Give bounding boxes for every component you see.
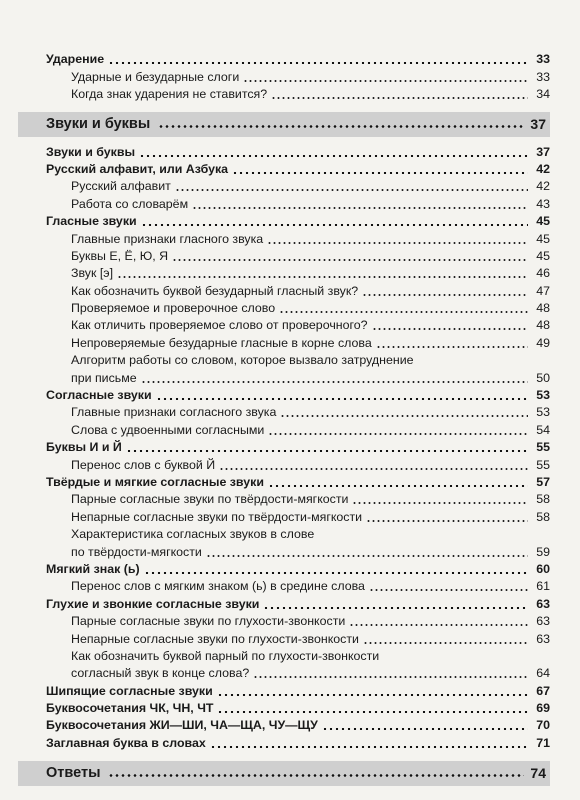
toc-entry-title: Ответы	[46, 764, 101, 781]
toc-entry-title: Непроверяемые безударные гласные в корне слова	[71, 335, 372, 350]
toc-page-number: 46	[536, 266, 550, 281]
toc-entry-title: Когда знак ударения не ставится?	[71, 87, 268, 102]
toc-chapter-entry	[18, 700, 550, 717]
toc-subentry	[18, 508, 550, 525]
dot-leader	[271, 97, 528, 99]
toc-page-number: 48	[536, 318, 550, 333]
dot-leader	[117, 276, 528, 278]
dot-leader	[268, 485, 528, 487]
toc-entry-title: Заглавная буква в словах	[46, 735, 206, 750]
toc-chapter-entry	[18, 439, 550, 456]
toc-chapter-entry	[18, 474, 550, 491]
toc-subentry	[18, 300, 550, 317]
toc-subentry	[18, 648, 550, 665]
toc-entry-title: Звуки и буквы	[46, 144, 136, 159]
toc-page-number: 37	[536, 144, 550, 159]
dot-leader	[280, 415, 528, 417]
toc-page-number: 67	[536, 683, 550, 698]
toc-entry-title: Главные признаки согласного звука	[71, 405, 277, 420]
toc-subentry	[18, 421, 550, 438]
toc-chapter-entry	[18, 213, 550, 230]
toc-subentry	[18, 195, 550, 212]
toc-page-number: 45	[536, 231, 550, 246]
toc-subentry	[18, 665, 550, 682]
toc-page-number: 64	[536, 666, 550, 681]
toc-page-number: 50	[536, 370, 550, 385]
toc-page-number: 45	[536, 214, 550, 229]
toc-page-number: 48	[536, 301, 550, 316]
toc-chapter-entry	[18, 595, 550, 612]
toc-entry-title: Перенос слов с буквой Й	[71, 457, 216, 472]
toc-subentry	[18, 317, 550, 334]
toc-subentry	[18, 334, 550, 351]
toc-page-number: 63	[536, 596, 550, 611]
dot-leader	[267, 242, 528, 244]
section-gap	[18, 752, 550, 757]
toc-entry-title: Согласные звуки	[46, 388, 152, 403]
toc-page-number: 60	[536, 561, 550, 576]
toc-subentry	[18, 491, 550, 508]
toc-page-number: 43	[536, 196, 550, 211]
dot-leader	[243, 80, 528, 82]
dot-leader	[349, 624, 528, 626]
toc-entry-title: Мягкий знак (ь)	[46, 561, 140, 576]
toc-subentry	[18, 578, 550, 595]
toc-page-number: 42	[536, 161, 550, 176]
toc-entry-title: Шипящие согласные звуки	[46, 683, 213, 698]
toc-page-number: 54	[536, 422, 550, 437]
dot-leader	[158, 125, 524, 128]
toc-entry-title: Непарные согласные звуки по твёрдости-мягкости	[71, 509, 363, 524]
section-gap	[18, 790, 550, 792]
dot-leader	[126, 450, 528, 452]
toc-chapter-entry	[18, 387, 550, 404]
toc-subentry	[18, 526, 550, 543]
toc-entry-title: Проверяемое и проверочное слово	[71, 301, 276, 316]
dot-leader	[206, 555, 528, 557]
dot-leader	[232, 172, 528, 174]
toc-page-number: 37	[530, 116, 546, 133]
toc-entry-title: Звуки и буквы	[46, 116, 151, 133]
dot-leader	[172, 259, 528, 261]
dot-leader	[141, 224, 528, 226]
toc-page-number: 47	[536, 283, 550, 298]
toc-page-number: 58	[536, 509, 550, 524]
toc-page-number: 63	[536, 631, 550, 646]
toc-subentry	[18, 68, 550, 85]
toc-entry-title: Гласные звуки	[46, 214, 137, 229]
toc-subentry	[18, 86, 550, 103]
toc-entry-title: Буквосочетания ЧК, ЧН, ЧТ	[46, 701, 214, 716]
toc-section-header	[18, 761, 550, 786]
toc-subentry	[18, 248, 550, 265]
toc-chapter-entry	[18, 51, 550, 68]
toc-page-number: 45	[536, 248, 550, 263]
toc-page-number: 74	[530, 764, 546, 781]
toc-page-number: 70	[536, 718, 550, 733]
toc-chapter-entry	[18, 717, 550, 734]
toc-entry-title: Звук [э]	[71, 266, 114, 281]
dot-leader	[217, 711, 528, 713]
dot-leader	[322, 728, 528, 730]
dot-leader	[363, 642, 528, 644]
toc-subentry	[18, 456, 550, 473]
toc-page-number: 63	[536, 614, 550, 629]
dot-leader	[253, 676, 528, 678]
toc-chapter-entry	[18, 143, 550, 160]
toc-page-number: 53	[536, 405, 550, 420]
toc-page-number: 33	[536, 52, 550, 67]
toc-entry-title: Перенос слов с мягким знаком (ь) в средине слова	[71, 579, 365, 594]
dot-leader	[369, 589, 528, 591]
toc-page-number: 57	[536, 474, 550, 489]
toc-subentry	[18, 369, 550, 386]
toc-entry-title: по твёрдости-мягкости	[71, 544, 202, 559]
toc-subentry	[18, 352, 550, 369]
toc-subentry	[18, 630, 550, 647]
dot-leader	[219, 468, 528, 470]
toc-subentry	[18, 230, 550, 247]
toc-entry-title: Парные согласные звуки по твёрдости-мягкости	[71, 492, 349, 507]
toc-chapter-entry	[18, 561, 550, 578]
toc-entry-title: Как обозначить буквой безударный гласный звук?	[71, 283, 359, 298]
toc-page-number: 59	[536, 544, 550, 559]
toc-entry-title: согласный звук в конце слова?	[71, 666, 250, 681]
toc-entry-title: Твёрдые и мягкие согласные звуки	[46, 474, 264, 489]
dot-leader	[217, 694, 528, 696]
toc-entry-title: Как отличить проверяемое слово от проверочного?	[71, 318, 368, 333]
toc-entry-title: Алгоритм работы со словом, которое вызвало затруднение	[71, 353, 414, 368]
toc-page-number: 55	[536, 457, 550, 472]
dot-leader	[108, 774, 524, 777]
dot-leader	[268, 433, 528, 435]
toc-entry-title: при письме	[71, 370, 137, 385]
toc-page-number: 61	[536, 579, 550, 594]
toc-entry-title: Слова с удвоенными согласными	[71, 422, 265, 437]
dot-leader	[372, 328, 528, 330]
toc-entry-title: Главные признаки гласного звука	[71, 231, 264, 246]
toc-page-number: 71	[536, 735, 550, 750]
dot-leader	[263, 607, 528, 609]
toc-subentry	[18, 404, 550, 421]
dot-leader	[279, 311, 528, 313]
toc-page-number: 69	[536, 701, 550, 716]
toc-chapter-entry	[18, 161, 550, 178]
toc-subentry	[18, 543, 550, 560]
toc-subentry	[18, 613, 550, 630]
dot-leader	[108, 62, 528, 64]
dot-leader	[210, 746, 528, 748]
toc-entry-title: Как обозначить буквой парный по глухости-звонкости	[71, 648, 380, 663]
toc-page-number: 42	[536, 179, 550, 194]
toc-page-number: 53	[536, 388, 550, 403]
toc-page-number: 58	[536, 492, 550, 507]
toc-subentry	[18, 265, 550, 282]
toc-subentry	[18, 282, 550, 299]
toc-page-number: 55	[536, 440, 550, 455]
toc-entry-title: Русский алфавит, или Азбука	[46, 161, 229, 176]
toc-entry-title: Работа со словарём	[71, 196, 189, 211]
dot-leader	[144, 572, 528, 574]
dot-leader	[175, 189, 528, 191]
dot-leader	[366, 520, 528, 522]
toc-page-number: 33	[536, 69, 550, 84]
toc-entry-title: Ударение	[46, 52, 105, 67]
dot-leader	[192, 207, 528, 209]
dot-leader	[362, 294, 528, 296]
dot-leader	[139, 155, 528, 157]
toc-chapter-entry	[18, 734, 550, 751]
toc-chapter-entry	[18, 682, 550, 699]
toc-page-number: 49	[536, 335, 550, 350]
toc-entry-title: Буквы Е, Ё, Ю, Я	[71, 248, 169, 263]
toc-entry-title: Ударные и безударные слоги	[71, 69, 240, 84]
table-of-contents	[18, 51, 550, 792]
dot-leader	[141, 381, 528, 383]
toc-entry-title: Парные согласные звуки по глухости-звонкости	[71, 614, 346, 629]
toc-entry-title: Буквы И и Й	[46, 440, 122, 455]
dot-leader	[352, 502, 528, 504]
toc-entry-title: Характеристика согласных звуков в слове	[71, 527, 315, 542]
toc-subentry	[18, 178, 550, 195]
toc-entry-title: Русский алфавит	[71, 179, 171, 194]
dot-leader	[376, 346, 528, 348]
toc-entry-title: Глухие и звонкие согласные звуки	[46, 596, 260, 611]
section-gap	[18, 103, 550, 108]
toc-entry-title: Буквосочетания ЖИ—ШИ, ЧА—ЩА, ЧУ—ЩУ	[46, 718, 318, 733]
toc-section-header	[18, 112, 550, 137]
toc-entry-title: Непарные согласные звуки по глухости-звонкости	[71, 631, 359, 646]
dot-leader	[156, 398, 528, 400]
toc-page-number: 34	[536, 87, 550, 102]
